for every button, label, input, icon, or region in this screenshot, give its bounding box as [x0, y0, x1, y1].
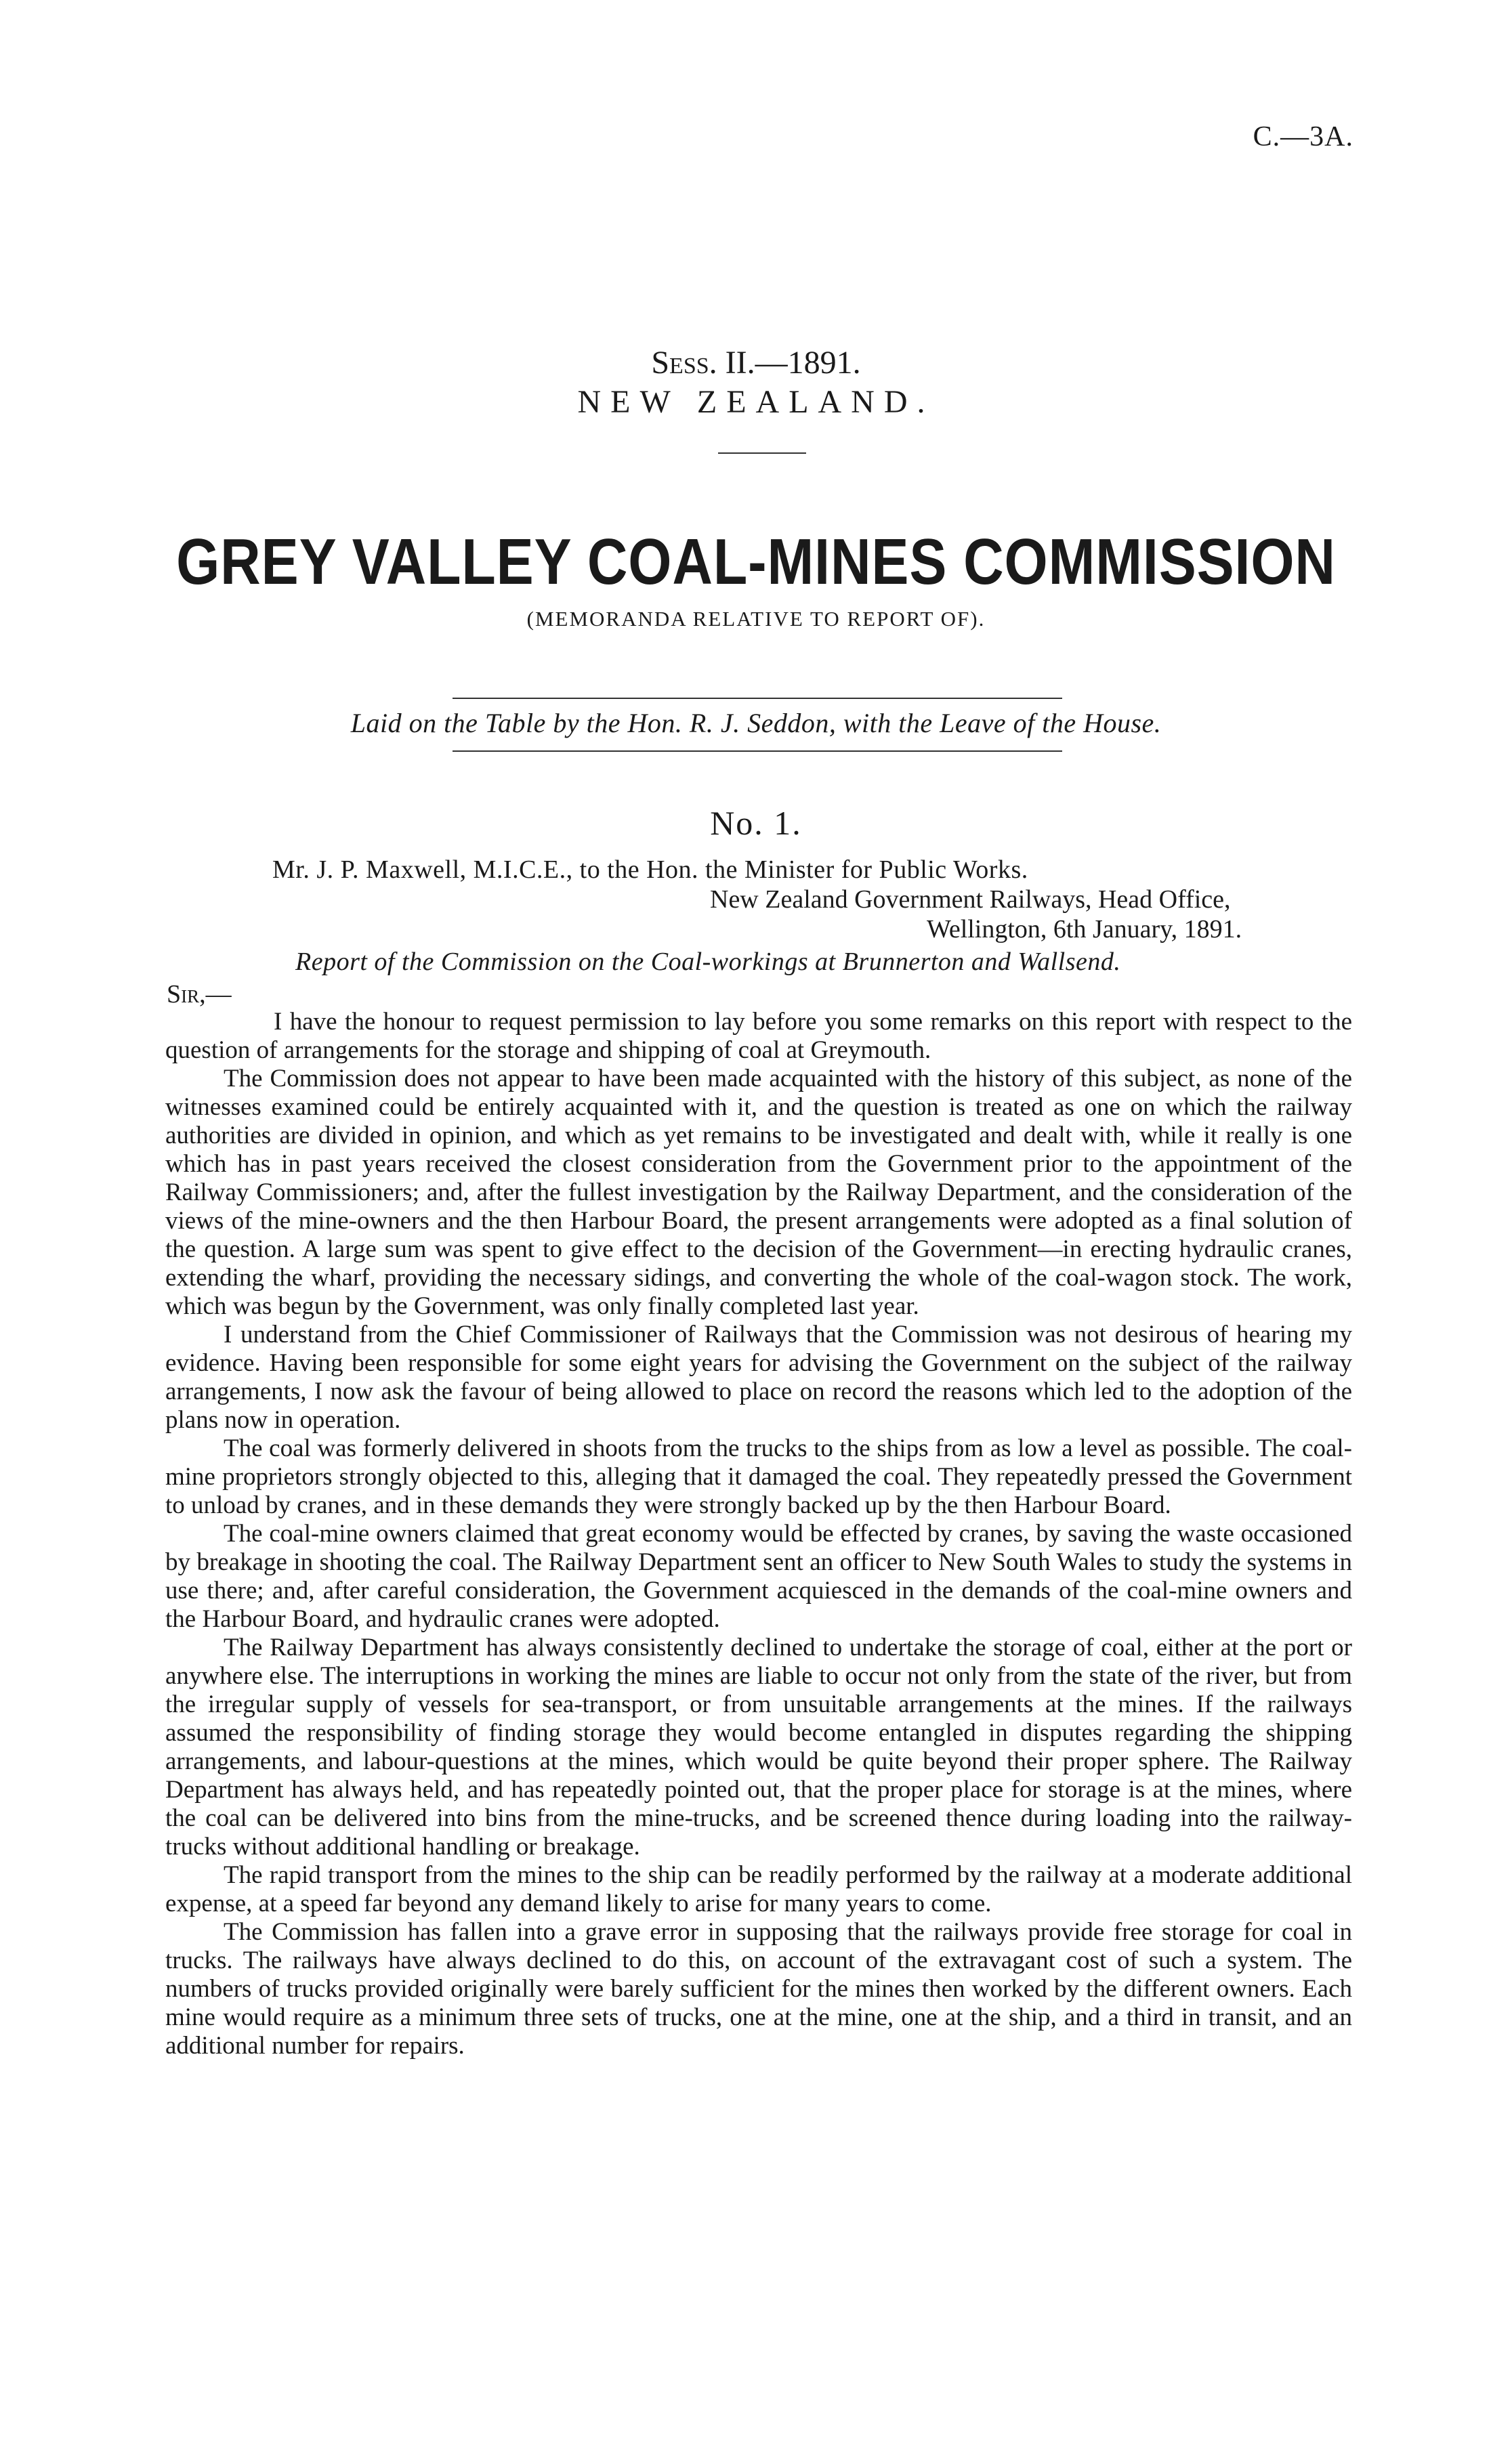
- document-reference: C.—3A.: [1253, 121, 1353, 152]
- paragraph: The Railway Department has always consistently declined to undertake the storage of coal, either at the port or anywhere else. The interruptions in working the mines are liable to occur not only from the state of the river, but from the irregular supply of vessels for sea-transport, or from unsuitable arrangements at the mines. If the railways assumed the responsibility of finding storage they would become entangled in disputes regarding the shipping arrangements, and labour-questions at the mines, which would be quite beyond their proper sphere. The Railway Department has always held, and has repeatedly pointed out, that the proper place for storage is at the mines, where the coal can be delivered into bins from the mine-trucks, and be screened thence during loading into the railway-trucks without additional handling or breakage.: [165, 1634, 1352, 1861]
- paragraph: I have the honour to request permission to lay before you some remarks on this report with respect to the question of arrangements for the storage and shipping of coal at Greymouth.: [165, 1008, 1352, 1064]
- letter-address-line2: Wellington, 6th January, 1891.: [927, 915, 1242, 943]
- paragraph: The rapid transport from the mines to the ship can be readily performed by the railway at a moderate additional expense, at a speed far beyond any demand likely to arise for many years to come.: [165, 1861, 1352, 1917]
- session-line: Sess. II.—1891.: [651, 345, 861, 381]
- divider-bottom: [453, 750, 1062, 752]
- letter-subject: Report of the Commission on the Coal-workings at Brunnerton and Wallsend.: [295, 948, 1121, 976]
- letter-address-line1: New Zealand Government Railways, Head Office,: [710, 885, 1231, 914]
- country-heading: NEW ZEALAND.: [577, 384, 935, 420]
- paragraph: The coal-mine owners claimed that great economy would be effected by cranes, by saving the waste occasioned by breakage in shooting the coal. The Railway Department sent an officer to New South Wales to study the systems in use there; and, after careful consideration, the Government acquiesced in the demands of the coal-mine owners and the Harbour Board, and hydraulic cranes were adopted.: [165, 1520, 1352, 1633]
- paragraph: The Commission does not appear to have been made acquainted with the history of this subject, as none of the witnesses examined could be entirely acquainted with it, and the question is treated as one on which the railway authorities are divided in opinion, and which as yet remains to be investigated and dealt with, while it really is one which has in past years received the closest consideration from the Government prior to the appointment of the Railway Commissioners; and, after the fullest investigation by the Railway Department, and the consideration of the views of the mine-owners and the then Harbour Board, the present arrangements were adopted as a final solution of the question. A large sum was spent to give effect to the decision of the Government—in erecting hydraulic cranes, extending the wharf, providing the necessary sidings, and converting the whole of the coal-wagon stock. The work, which was begun by the Government, was only finally completed last year.: [165, 1065, 1352, 1320]
- letter-salutation: Sir,—: [167, 980, 232, 1008]
- letter-number: No. 1.: [710, 804, 802, 842]
- divider-short: [718, 452, 806, 454]
- paragraph: The Commission has fallen into a grave error in supposing that the railways provide free storage for coal in trucks. The railways have always declined to do this, on account of the extravagant cost of such a system. The numbers of trucks provided originally were barely sufficient for the mines then worked by the different owners. Each mine would require as a minimum three sets of trucks, one at the mine, one at the ship, and a third in transit, and an additional number for repairs.: [165, 1918, 1352, 2060]
- paragraph: The coal was formerly delivered in shoots from the trucks to the ships from as low a level as possible. The coal-mine proprietors strongly objected to this, alleging that it damaged the coal. They repeatedly pressed the Government to unload by cranes, and in these demands they were strongly backed up by the then Harbour Board.: [165, 1435, 1352, 1519]
- letter-from-to: Mr. J. P. Maxwell, M.I.C.E., to the Hon. the Minister for Public Works.: [272, 855, 1028, 884]
- divider-top: [453, 698, 1062, 699]
- paragraph: I understand from the Chief Commissioner of Railways that the Commission was not desirous of hearing my evidence. Having been responsible for some eight years for advising the Government on the subject of the railway arrangements, I now ask the favour of being allowed to place on record the reasons which led to the adoption of the plans now in operation.: [165, 1321, 1352, 1434]
- document-subtitle: (MEMORANDA RELATIVE TO REPORT OF).: [526, 607, 986, 631]
- letter-body: [165, 1008, 1352, 2060]
- laid-on-table-line: Laid on the Table by the Hon. R. J. Seddon, with the Leave of the House.: [350, 708, 1162, 738]
- document-title: GREY VALLEY COAL-MINES COMMISSION: [176, 526, 1336, 598]
